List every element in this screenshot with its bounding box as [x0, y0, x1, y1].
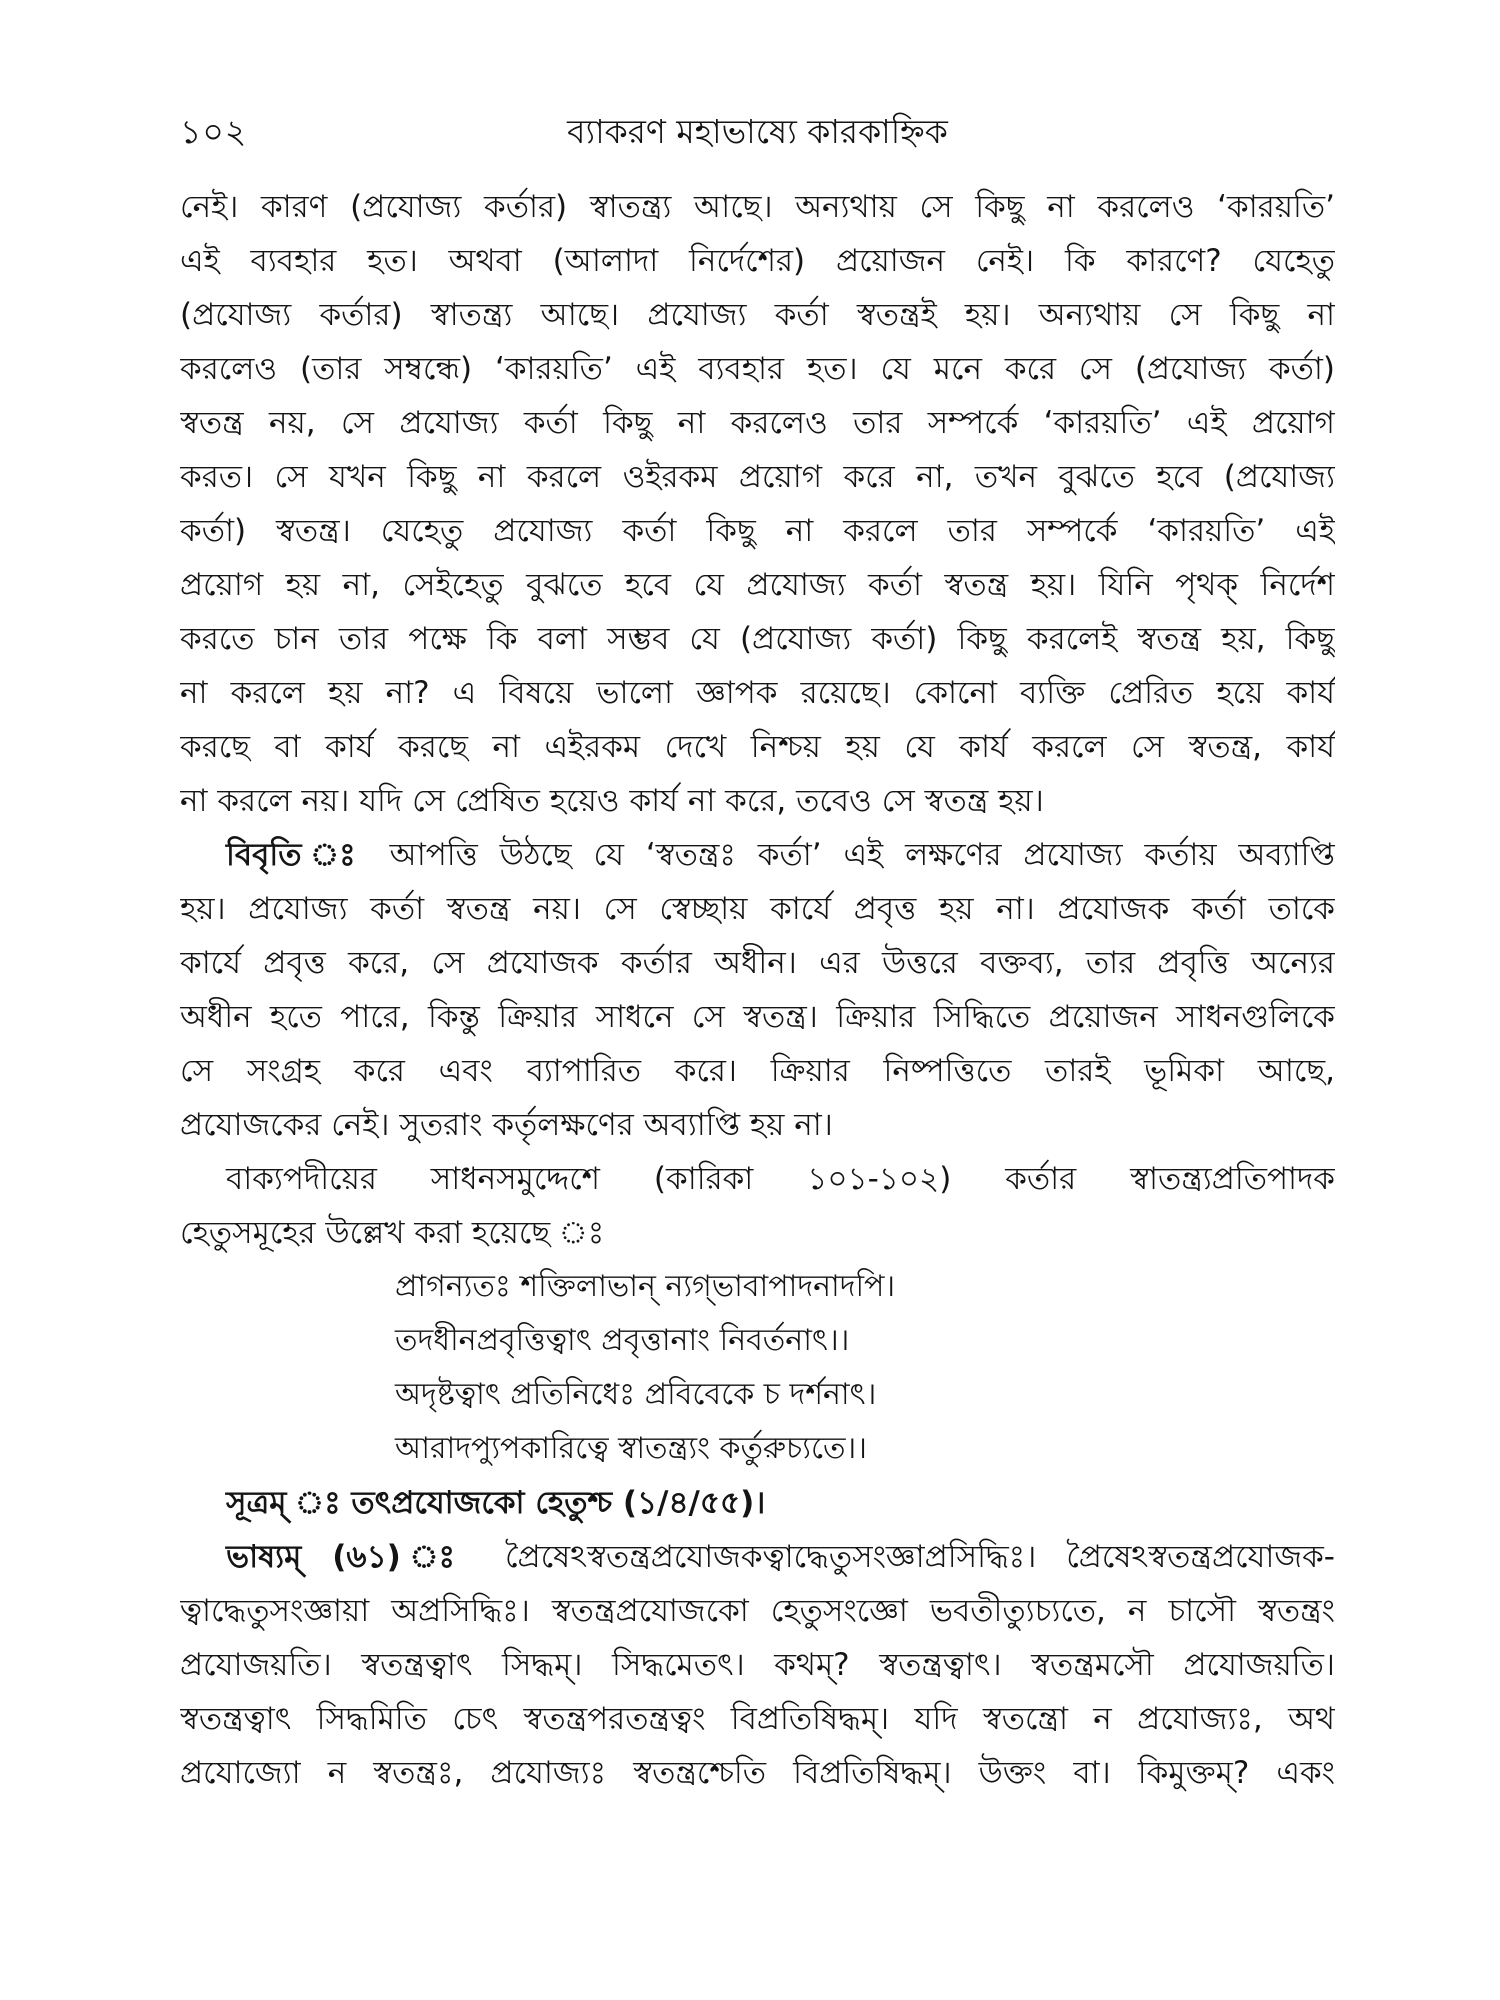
text-line: প্রযোজকের নেই। সুতরাং কর্তৃলক্ষণের অব্যাপ্তি হয় না। [180, 1107, 833, 1143]
text-line: স্বতন্ত্র নয়, সে প্রযোজ্য কর্তা কিছু না করলেও তার সম্পর্কে ‘কারয়তি’ এই প্রয়োগ [180, 405, 1335, 441]
text-line: প্রয়োগ হয় না, সেইহেতু বুঝতে হবে যে প্রযোজ্য কর্তা স্বতন্ত্র হয়। যিনি পৃথক্ নির্দেশ [180, 567, 1335, 603]
verse-block [180, 1260, 1335, 1476]
text-line: না করলে নয়। যদি সে প্রেষিত হয়েও কার্য না করে, তবেও সে স্বতন্ত্র হয়। [180, 783, 1044, 819]
text-line: করতে চান তার পক্ষে কি বলা সম্ভব যে (প্রযোজ্য কর্তা) কিছু করলেই স্বতন্ত্র হয়, কিছু [180, 621, 1335, 657]
vivriti-label: বিবৃতি ঃ [226, 837, 368, 873]
book-page [180, 100, 1335, 1980]
text-line: সে সংগ্রহ করে এবং ব্যাপারিত করে। ক্রিয়ার নিষ্পত্তিতে তারই ভূমিকা আছে, [180, 1053, 1335, 1089]
vivriti-first-line: আপত্তি উঠছে যে ‘স্বতন্ত্রঃ কর্তা’ এই লক্ষণের প্রযোজ্য কর্তায় অব্যাপ্তি [389, 837, 1335, 873]
bhashyam-label: ভাষ্যম্ (৬১) ঃ [226, 1539, 476, 1575]
text-line [180, 1530, 1335, 1584]
text-line: স্বতন্ত্রত্বাৎ সিদ্ধমিতি চেৎ স্বতন্ত্রপরতন্ত্রত্বং বিপ্রতিষিদ্ধম্। যদি স্বতন্ত্রো ন প্রযোজ্যঃ, অথ [180, 1701, 1335, 1737]
running-title: ব্যাকরণ মহাভাষ্যে কারকাহ্নিক [567, 112, 948, 151]
paragraph-bhashyam [180, 1530, 1335, 1800]
text-line: করত। সে যখন কিছু না করলে ওইরকম প্রয়োগ করে না, তখন বুঝতে হবে (প্রযোজ্য [180, 459, 1335, 495]
text-line: হেতুসমূহের উল্লেখ করা হয়েছে ঃ [180, 1215, 605, 1251]
verse-line: প্রাগন্যতঃ শক্তিলাভান্ ন্যগ্‌ভাবাপাদনাদপি। [395, 1269, 896, 1304]
text-line: অধীন হতে পারে, কিন্তু ক্রিয়ার সাধনে সে স্বতন্ত্র। ক্রিয়ার সিদ্ধিতে প্রয়োজন সাধনগুলিকে [180, 999, 1335, 1035]
text-line: বাক্যপদীয়ের সাধনসমুদ্দেশে (কারিকা ১০১-১০২) কর্তার স্বাতন্ত্র্যপ্রতিপাদক [226, 1161, 1335, 1197]
text-line: ত্বাদ্ধেতুসংজ্ঞায়া অপ্রসিদ্ধিঃ। স্বতন্ত্রপ্রযোজকো হেতুসংজ্ঞো ভবতীত্যুচ্যতে, ন চাসৌ স্বতন্ত্রং [180, 1593, 1335, 1629]
verse-line: অদৃষ্টত্বাৎ প্রতিনিধেঃ প্রবিবেকে চ দর্শনাৎ। [395, 1377, 877, 1412]
text-line: কার্যে প্রবৃত্ত করে, সে প্রযোজক কর্তার অধীন। এর উত্তরে বক্তব্য, তার প্রবৃত্তি অন্যের [180, 945, 1335, 981]
paragraph-vivriti [180, 828, 1335, 1152]
text-line: এই ব্যবহার হত। অথবা (আলাদা নির্দেশের) প্রয়োজন নেই। কি কারণে? যেহেতু [180, 243, 1335, 279]
text-line: করছে বা কার্য করছে না এইরকম দেখে নিশ্চয় হয় যে কার্য করলে সে স্বতন্ত্র, কার্য [180, 729, 1335, 765]
page-header [180, 100, 1335, 160]
paragraph-vakyapadiya [180, 1152, 1335, 1260]
text-line [180, 828, 1335, 882]
text-line: (প্রযোজ্য কর্তার) স্বাতন্ত্র্য আছে। প্রযোজ্য কর্তা স্বতন্ত্রই হয়। অন্যথায় সে কিছু না [180, 297, 1335, 333]
verse-line: তদধীনপ্রবৃত্তিত্বাৎ প্রবৃত্তানাং নিবর্তনাৎ।। [395, 1323, 850, 1358]
paragraph-translation [180, 180, 1335, 828]
text-line: করলেও (তার সম্বন্ধে) ‘কারয়তি’ এই ব্যবহার হত। যে মনে করে সে (প্রযোজ্য কর্তা) [180, 351, 1335, 387]
text-line: কর্তা) স্বতন্ত্র। যেহেতু প্রযোজ্য কর্তা কিছু না করলে তার সম্পর্কে ‘কারয়তি’ এই [180, 513, 1335, 549]
text-line: নেই। কারণ (প্রযোজ্য কর্তার) স্বাতন্ত্র্য আছে। অন্যথায় সে কিছু না করলেও ‘কারয়তি’ [180, 189, 1335, 225]
text-line: না করলে হয় না? এ বিষয়ে ভালো জ্ঞাপক রয়েছে। কোনো ব্যক্তি প্রেরিত হয়ে কার্য [180, 675, 1335, 711]
text-line: প্রযোজ্যো ন স্বতন্ত্রঃ, প্রযোজ্যঃ স্বতন্ত্রশ্চেতি বিপ্রতিষিদ্ধম্। উক্তং বা। কিমুক্তম্? একং [180, 1755, 1335, 1791]
text-line: হয়। প্রযোজ্য কর্তা স্বতন্ত্র নয়। সে স্বেচ্ছায় কার্যে প্রবৃত্ত হয় না। প্রযোজক কর্তা তাকে [180, 891, 1335, 927]
text-line: প্রযোজয়তি। স্বতন্ত্রত্বাৎ সিদ্ধম্। সিদ্ধমেতৎ। কথম্? স্বতন্ত্রত্বাৎ। স্বতন্ত্রমসৌ প্রযোজয়তি। [180, 1647, 1335, 1683]
verse-line: আরাদপ্যুপকারিত্বে স্বাতন্ত্র্যং কর্তুরুচ্যতে।। [395, 1431, 867, 1466]
sutram-heading: সূত্রম্ ঃ তৎপ্রযোজকো হেতুশ্চ (১/৪/৫৫)। [226, 1485, 766, 1521]
page-number: ১০২ [180, 112, 248, 151]
bhashyam-first-line: প্রৈষেঽস্বতন্ত্রপ্রযোজকত্বাদ্ধেতুসংজ্ঞাপ্রসিদ্ধিঃ। প্রৈষেঽস্বতন্ত্রপ্রযোজক- [505, 1539, 1335, 1575]
